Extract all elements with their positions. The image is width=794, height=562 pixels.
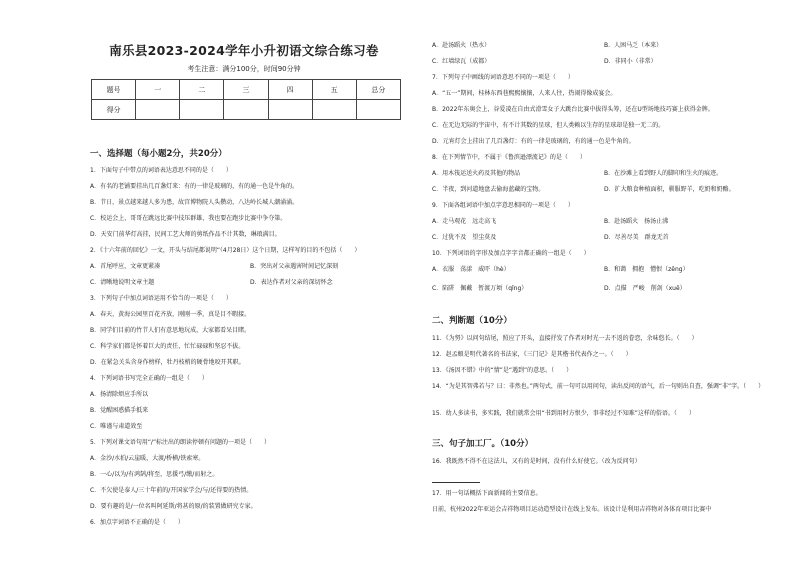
- option-2b: B．突出对父亲遇害时间记忆深刻: [250, 263, 339, 270]
- option-8a: A．用木筏运送火药及其他的物品: [432, 170, 521, 177]
- option-9b: B．赴汤蹈火 扬汤止沸: [604, 218, 669, 225]
- page-title: 南乐县2023-2024学年小升初语文综合练习卷: [109, 43, 379, 58]
- score-input-cell[interactable]: [180, 100, 224, 120]
- option-10d: D．点描 严峻 削剑（xuē）: [604, 285, 686, 292]
- score-input-cell[interactable]: [136, 100, 180, 120]
- question-line: A．春天，黄海公园里百花齐放，刚刚一季，真是目不暇接。: [90, 311, 251, 318]
- option-9c: C．过犹不及 望尘莫及: [432, 234, 497, 241]
- answer-rule: [432, 482, 480, 483]
- score-header-cell: 一: [136, 80, 180, 100]
- news-text: 日前，杭州2022年亚运会吉祥物项目运动造型设计在线上发布。该设计是利用吉祥物对各体育项目比赛中: [432, 506, 712, 513]
- question-line: C．校运会上，哥哥在跳远比赛中技压群雄，我也要在跑步比赛中争夺第。: [90, 215, 287, 222]
- option-9a: A．走马观花 远走高飞: [432, 218, 497, 225]
- question-line: 15．幼人多读书，多实践，我们就常会用“书到用时方恨少，事非经过不知难”这样的俗语。（ ）: [432, 410, 695, 417]
- score-input-cell[interactable]: [224, 100, 268, 120]
- option-10b: B．和蔼 拥抱 憎恨（zēng）: [604, 266, 689, 273]
- question-line: B．同学们目前的竹节人们有意思地玩成，大家都看呆目睹。: [90, 327, 251, 334]
- option-2a: A．首尾呼应，文章更紧凑: [90, 263, 161, 270]
- score-header-cell: 总分: [356, 80, 400, 100]
- question-line: A．“五一”期间，桂林东西巷熙熙攘攘，人来人往，热闹得像成宴会。: [432, 90, 617, 97]
- option-6a: A．赴汤蹈火（热水）: [432, 42, 491, 49]
- question-line: 17．用一句话概括下面新闻的主要信息。: [432, 490, 542, 497]
- score-header-cell: 三: [224, 80, 268, 100]
- question-line: B．觉醒困惑描手抵来: [90, 407, 149, 414]
- option-10c: C．陷阱 佩戴 暂渡万顷（qǐng）: [432, 285, 528, 292]
- question-line: D．要有趣的是/一位名叫阿延斯/将甚的原/的装置做研究专家。: [90, 503, 257, 510]
- option-9d: D．尽善尽美 群龙无首: [604, 234, 669, 241]
- question-line: D．在紧急关头含身作榜样，牡丹枝梢的硬骨地咬开其职。: [90, 359, 245, 366]
- question-line: C．不欠使是泰人/三十年前的/开国家学会/与/还得要的热情。: [90, 487, 253, 494]
- question-line: D．元宵灯会上挂出了几百盏灯：有的一律是玻璃的，有的通一色是牛角的。: [432, 138, 635, 145]
- question-line: 4．下列词语书写完全正确的一组是（ ）: [90, 375, 208, 382]
- left-column: [82, 0, 406, 562]
- score-table-score-row: [92, 100, 401, 120]
- question-line: 8．在下列情节中，不属于《鲁滨逊漂流记》的是（ ）: [432, 154, 586, 161]
- score-header-cell: 题号: [92, 80, 136, 100]
- question-line: B．节日，景点越来越人多为患，故宫博物院人头攒动，八达岭长城人潮涌涌。: [90, 199, 299, 206]
- question-line: 9．下面各组词语中加点字意思相同的一项是（ ）: [432, 202, 574, 209]
- question-line: A．金沙/水拍/云崖暖，大渡/桥横/铁索寒。: [90, 455, 205, 462]
- question-line: 14．“为是其智弗若与？曰：非然也。”两句式，前一句可以用问句，读出反问的语气，后一句则出自查，强调“非”字。（ ）: [432, 383, 765, 390]
- option-10a: A．衣服 荡漾 威吓（hè）: [432, 266, 510, 273]
- section-heading-choice: 一、选择题（每小题2分，共20分）: [90, 149, 227, 159]
- question-line: A．扬清除烦应手所以: [90, 391, 149, 398]
- score-header-cell: 五: [312, 80, 356, 100]
- exam-note: 考生注意：满分100分，时间90分钟: [187, 65, 301, 73]
- question-line: 7．下列句子中画线的词语意思不同的一项是（ ）: [432, 74, 574, 81]
- question-line: C．在无边无际的宇宙中，有不计其数的星球，但人类赖以生存的星球却是独一无二的。: [432, 122, 665, 129]
- score-table-header-row: [92, 80, 401, 100]
- question-line: 11．《为努》以问句结尾，照应了开头，直接抒发了作者对时光一去不返的眷恋，余味悠长。（ ）: [432, 335, 698, 342]
- question-line: 13．《汤因不错》中的“情”是“遇到”的意思。（ ）: [432, 367, 573, 374]
- score-header-cell: 四: [268, 80, 312, 100]
- score-table: [91, 79, 401, 120]
- right-column: [428, 0, 772, 562]
- question-line: D．天安门前华灯高挂，民间工艺大师的剪纸作品不计其数，琳琅满目。: [90, 231, 281, 238]
- question-line: 6．加点字词语不正确的是（ ）: [90, 519, 184, 526]
- score-header-cell: 二: [180, 80, 224, 100]
- option-2c: C．清晰地说明文章主题: [90, 279, 155, 286]
- question-line: C．科学家们都是怀着巨大的责任，忙忙碌碌和坚忍不拔。: [90, 343, 245, 350]
- question-line: 2．《十六年前的回忆》一文，开头与结尾都说明“（4月28日）这个日期，这样写的目的不包括（ ）: [90, 247, 361, 254]
- question-line: 12．赵孟頫是明代著名的书法家，《三门记》是其楷书代表作之一。（ ）: [432, 351, 632, 358]
- question-line: 5．下列对课文语句用“/”标注出的朗读停顿有问题的一项是（ ）: [90, 439, 271, 446]
- question-line: 16．我既然不得不在这法儿，又有的是时间，没有什么好使它。（改为反问句）: [432, 458, 641, 465]
- question-line: B．2022年东奥会上，谷爱凌在自由式滑雪女子大跳台比赛中拔得头筹，还在U型场地技巧赛上获得金牌。: [432, 106, 714, 113]
- option-6d: D．非同小（非常）: [604, 58, 657, 65]
- option-8d: D．扩大粮食种植面积，驯服野羊，吃奶和奶酪。: [604, 186, 735, 193]
- section-heading-judgement: 二、判断题（10分）: [432, 316, 512, 326]
- score-input-cell[interactable]: [268, 100, 312, 120]
- option-8b: B．在沙滩上看到野人的脚印和生火的痕迹。: [604, 170, 723, 177]
- question-line: 1．下面句子中带点的词语表达意思不同的是（ ）: [90, 167, 232, 174]
- option-2d: D．表达作者对父亲的深切怀念: [250, 279, 333, 286]
- score-input-cell[interactable]: [312, 100, 356, 120]
- question-line: 10．下列词语的字形及加点字字音都正确的一组是（ ）: [432, 250, 590, 257]
- question-line: B．一心/以为/有鸿鹄/将至，思援弓/缴/而射之。: [90, 471, 219, 478]
- option-8c: C．半夜，到河道地盘去偷海蓝藏的宝物。: [432, 186, 545, 193]
- question-line: 3．下列句子中加点词语运用不恰当的一项是（ ）: [90, 295, 232, 302]
- option-6b: B．人困马乏（本来）: [604, 42, 663, 49]
- score-row-label: 得分: [92, 100, 136, 120]
- score-input-cell[interactable]: [356, 100, 400, 120]
- question-line: C．唯谨与肃道效至: [90, 423, 143, 430]
- section-heading-sentence: 三、句子加工厂。（10分）: [432, 439, 534, 449]
- option-6c: C．红墙绿瓦（成都）: [432, 58, 491, 65]
- question-line: A．有名的老铺要挂出几百盏灯来：有的一律是玻璃的，有的通一色是牛角的。: [90, 183, 299, 190]
